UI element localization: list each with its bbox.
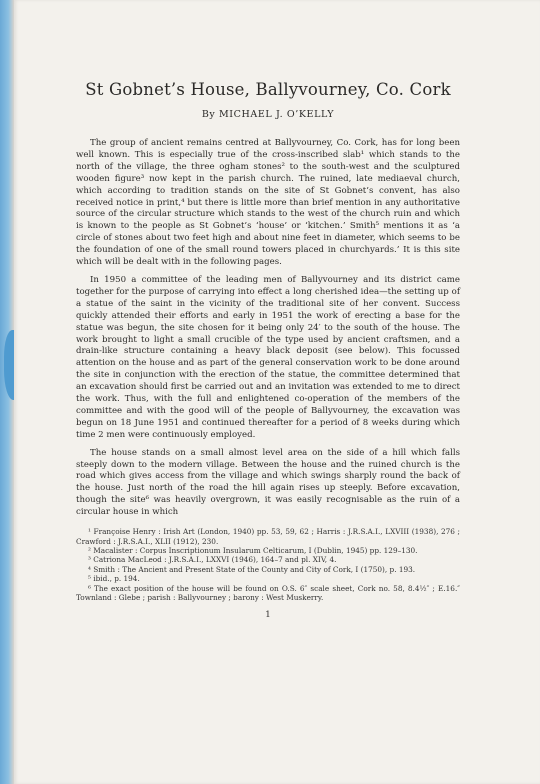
footnote-5: ⁵ ibid., p. 194. — [88, 574, 140, 584]
page-content — [76, 80, 460, 620]
article-title: St Gobnet’s House, Ballyvourney, Co. Cork — [85, 80, 451, 99]
document-page — [14, 0, 540, 784]
footnote-2: ² Macalister : Corpus Inscriptionum Insularum Celticarum, I (Dublin, 1945) pp. 129–130. — [88, 545, 418, 555]
footnotes — [76, 527, 460, 602]
paragraph-1: The group of ancient remains centred at Ballyvourney, Co. Cork, has for long been well known. This is especially true of the cross-inscribed slab¹ which stands to the north of the village, the three ogham stones² to the south-west and the sculptured wooden figure³ now kept in the parish church. The ruined, late mediaeval church, which according to tradition stands on the site of St Gobnet’s convent, has also received notice in print,⁴ but there is little more than brief mention in any authoritative source of the circular structure which stands to the west of the church ruin and which is known to the people as St Gobnet’s ‘house’ or ‘kitchen.’ Smith⁵ mentions it as ‘a circle of stones about two feet high and about nine feet in diameter, which seems to be the foundation of one of the small round towers placed in churchyards.’ It is this site which will be dealt with in the following pages. — [76, 138, 460, 268]
author-byline: By MICHAEL J. O’KELLY — [201, 109, 335, 120]
footnote-3: ³ Catriona MacLeod : J.R.S.A.I., LXXVI (1946), 164–7 and pl. XIV, 4. — [88, 555, 337, 565]
paragraph-2: In 1950 a committee of the leading men of Ballyvourney and its district came together for the purpose of carrying into effect a long cherished idea—the setting up of a statue of the saint in the vicinity of the traditional site of her convent. Success quickly attended their efforts and early in 1951 the work of erecting a base for the statue was begun, the site chosen for it being only 24′ to the south of the house. The work brought to light a small crucible of the type used by ancient craftsmen, and a drain-like structure containing a heavy black deposit (see below). This focussed attention on the house and as part of the general conservation work to be done around the site in conjunction with the erection of the statue, the committee determined that an excavation should first be carried out and an invitation was extended to me to direct the work. Thus, with the full and enlightened co-operation of the members of the committee and with the good will of the people of Ballyvourney, the excavation was begun on 18 June 1951 and continued thereafter for a period of 8 weeks during which time 2 men were continuously employed. — [76, 274, 460, 440]
paragraph-3: The house stands on a small almost level area on the side of a hill which falls steeply down to the modern village. Between the house and the ruined church is the road which gives access from the village and which swings sharply round the back of the house. Just north of the road the hill again rises up steeply. Before excavation, though the site⁶ was heavily overgrown, it was easily recognisable as the ruin of a circular house in which — [76, 447, 460, 518]
footnote-1: ¹ Françoise Henry : Irish Art (London, 1940) pp. 53, 59, 62 ; Harris : J.R.S.A.I., LXVIII (1938), 276 ; Crawford : J.R.S.A.I., XLII (1912), 230. — [76, 527, 460, 546]
page-number: 1 — [265, 610, 271, 621]
footnote-4: ⁴ Smith : The Ancient and Present State of the County and City of Cork, I (1750), p. 193. — [88, 564, 416, 574]
footnote-6: ⁶ The exact position of the house will be found on O.S. 6″ scale sheet, Cork no. 58, 8.4½″ ; E.16.″ Townland : Glebe ; parish : Ballyvourney ; barony : West Muskerry. — [76, 583, 460, 602]
